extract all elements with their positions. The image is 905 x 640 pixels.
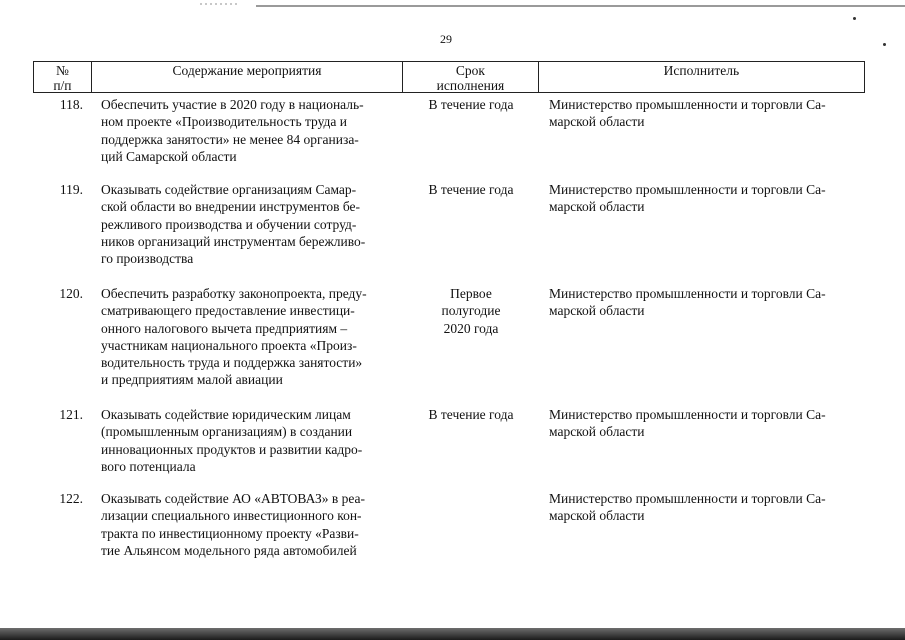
cell-line: Министерство промышленности и торговли Са-	[549, 491, 826, 506]
table-row	[33, 181, 865, 267]
page-number: 29	[440, 32, 452, 46]
cell-line: марской области	[549, 114, 645, 130]
cell-line: полугодие	[441, 303, 501, 319]
cell-line: Оказывать содействие АО «АВТОВАЗ» в реа-	[101, 491, 366, 506]
cell-line: ников организаций инструментам бережливо-	[101, 233, 366, 249]
scan-speck	[853, 17, 856, 20]
row-term	[403, 96, 539, 165]
cell-line: поддержка занятости» не менее 84 организа-	[101, 131, 359, 147]
cell-line: тие Альянсом модельного ряда автомобилей	[101, 542, 357, 558]
cell-line: В течение года	[428, 182, 514, 197]
scan-edge-top	[256, 5, 905, 7]
table-row	[33, 285, 865, 389]
cell-line: ской области во внедрении инструментов бе-	[101, 199, 361, 215]
row-executor	[539, 490, 865, 559]
cell-line: Министерство промышленности и торговли Са-	[549, 286, 826, 301]
row-number: 119.	[59, 182, 83, 197]
row-executor	[539, 181, 865, 267]
cell-line: марской области	[549, 508, 645, 524]
cell-line: Министерство промышленности и торговли Са-	[549, 97, 826, 112]
row-term	[403, 406, 539, 475]
row-number: 118.	[59, 97, 83, 112]
cell-line: ций Самарской области	[101, 148, 237, 164]
cell-line: Министерство промышленности и торговли Са-	[549, 182, 826, 197]
header-content: Содержание мероприятия	[92, 62, 403, 92]
row-executor	[539, 96, 865, 165]
cell-line: ном проекте «Производительность труда и	[101, 114, 347, 130]
row-content	[91, 285, 403, 389]
table-row	[33, 406, 865, 475]
cell-line: Оказывать содействие организациям Самар-	[101, 182, 357, 197]
cell-line: водительность труда и поддержка занятости»	[101, 355, 363, 371]
cell-line: Обеспечить разработку законопроекта, преду-	[101, 286, 367, 301]
cell-line: марской области	[549, 199, 645, 215]
row-number: 122.	[59, 491, 83, 506]
cell-line: го производства	[101, 251, 194, 267]
row-executor	[539, 285, 865, 389]
cell-line: сматривающего предоставление инвестици-	[101, 303, 355, 319]
cell-line: вого потенциала	[101, 458, 196, 474]
scan-edge-bottom	[0, 628, 905, 640]
scan-dots-artifact	[200, 3, 240, 5]
row-content	[91, 490, 403, 559]
row-content	[91, 96, 403, 165]
cell-line: Оказывать содействие юридическим лицам	[101, 407, 351, 422]
cell-line: В течение года	[428, 97, 514, 112]
row-term	[403, 490, 539, 559]
row-term	[403, 285, 539, 389]
cell-line: и предприятиям малой авиации	[101, 372, 283, 388]
header-executor: Исполнитель	[663, 63, 740, 78]
cell-line: режливого производства и обучении сотруд-	[101, 216, 357, 232]
cell-line: лизации специального инвестиционного кон-	[101, 508, 362, 524]
row-content	[91, 181, 403, 267]
cell-line: онного налогового вычета предприятиям –	[101, 320, 348, 336]
row-number: 120.	[59, 286, 83, 301]
cell-line: тракта по инвестиционному проекту «Разви-	[101, 525, 359, 541]
measures-table	[33, 61, 865, 558]
cell-line: В течение года	[428, 407, 514, 422]
header-term: Срок исполнения	[403, 62, 539, 92]
cell-line: марской области	[549, 303, 645, 319]
row-content	[91, 406, 403, 475]
row-number: 121.	[59, 407, 83, 422]
cell-line: инновационных продуктов и развитии кадро-	[101, 441, 363, 457]
cell-line: марской области	[549, 424, 645, 440]
row-term	[403, 181, 539, 267]
cell-line: Обеспечить участие в 2020 году в националь-	[101, 97, 364, 112]
cell-line: (промышленным организациям) в создании	[101, 424, 353, 440]
cell-line: участникам национального проекта «Произ-	[101, 337, 357, 353]
table-row	[33, 96, 865, 165]
table-header	[33, 61, 865, 93]
row-executor	[539, 406, 865, 475]
scan-speck	[883, 43, 886, 46]
cell-line: Первое	[450, 286, 492, 301]
header-number: № п/п	[34, 62, 92, 92]
cell-line: 2020 года	[443, 320, 499, 336]
table-row	[33, 490, 865, 559]
cell-line: Министерство промышленности и торговли Са-	[549, 407, 826, 422]
